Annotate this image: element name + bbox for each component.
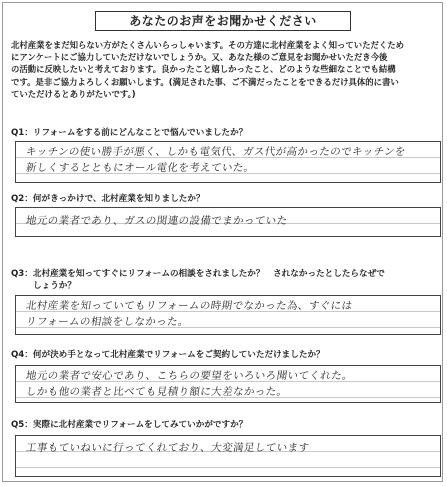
answer-5-box (15, 435, 441, 477)
answer-5-line-1: 工事もていねいに行ってくれており、大変満足しています (25, 442, 311, 454)
answer-3-box (15, 295, 441, 335)
answer-2-line-1: 地元の業者であり、ガスの関連の設備でまかっていた (25, 215, 289, 227)
intro-text (11, 39, 439, 100)
answer-1-line-2: 新しくするとともにオール電化を考えていた。 (25, 162, 256, 174)
answer-4-box (15, 365, 441, 403)
intro-line: にアンケートにご協力していただけないでしょうか。又、あなた様のご意見をお聞かせいただき今後 (11, 52, 388, 63)
intro-line: 北村産業をまだ知らない方がたくさんいらっしゃいます。その方達に北村産業をよく知っていただくため (11, 40, 404, 50)
intro-line: です。是非ご協力よろしくお願いします。(満足された事、ご不満だったことをできるだけ具体的に書い (11, 76, 399, 87)
answer-4-line-1: 地元の業者で安心であり、こちらの要望をいろいろ聞いてくれた。 (25, 370, 354, 382)
question-3-label-line-1: Q3：北村産業を知ってすぐにリフォームの相談をされましたか？ されなかったとしたらなぜで (11, 269, 385, 279)
answer-1-box (15, 141, 441, 183)
question-4-label: Q4：何が決め手となって北村産業でリフォームをご契約していただけましたか？ (11, 350, 325, 360)
answer-1-line-1: キッチンの使い勝手が悪く、しかも電気代、ガス代が高かったのでキッチンを (25, 146, 407, 158)
answer-2-box (15, 207, 441, 237)
question-5-label: Q5：実際に北村産業でリフォームをしてみていかがですか？ (11, 420, 248, 430)
question-1-label: Q1：リフォームをする前にどんなことで悩んでいましたか？ (11, 128, 248, 138)
answer-3-line-2: リフォームの相談をしなかった。 (25, 316, 190, 328)
question-3-label-line-2: しょうか？ (33, 281, 76, 291)
answer-3-line-1: 北村産業を知っていてもリフォームの時期でなかった為、すぐには (25, 300, 354, 312)
question-2-label: Q2：何がきっかけで、北村産業を知りましたか？ (11, 194, 205, 204)
intro-line: の活動に反映したいと考えております。良かったこと嬉しかったこと、どのような些細なことでも結構 (11, 64, 396, 75)
page-title: あなたのお声をお聞かせください (95, 11, 351, 31)
answer-4-line-2: しかも他の業者と比べても見積り額に大差なかった。 (25, 386, 289, 398)
intro-line: ていただけるとありがたいです。) (11, 88, 136, 99)
question-3-label (11, 268, 439, 292)
survey-sheet (2, 2, 443, 482)
